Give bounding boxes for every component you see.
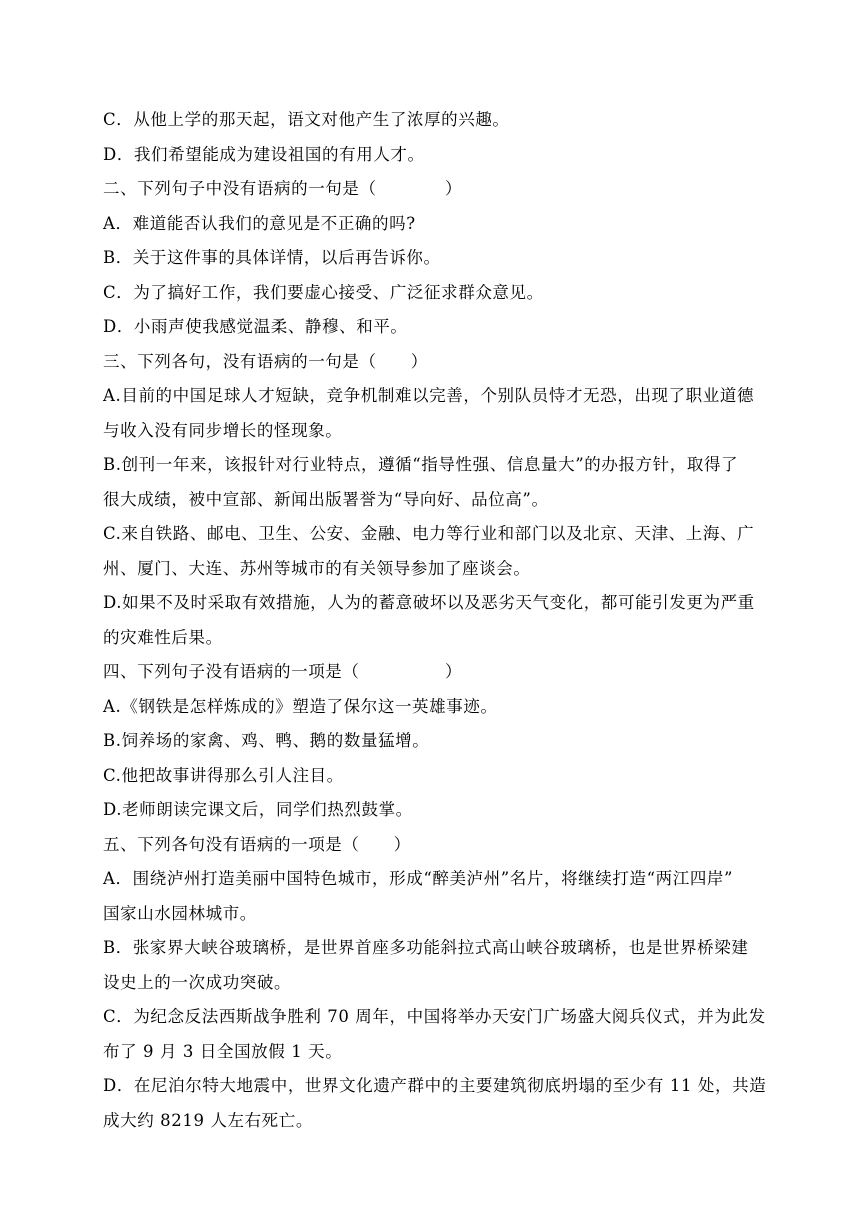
q3-option-b-line2: 很大成绩，被中宣部、新闻出版署誉为“导向好、品位高”。	[103, 489, 549, 509]
q3-option-a-line2: 与收入没有同步增长的怪现象。	[103, 420, 343, 440]
q3-option-b-line1: B.创刊一年来，该报针对行业特点，遵循“指导性强、信息量大”的办报方针，取得了	[103, 455, 739, 474]
q3-option-c-line1: C.来自铁路、邮电、卫生、公安、金融、电力等行业和部门以及北京、天津、上海、广	[103, 524, 755, 543]
q2-stem: 二、下列句子中没有语病的一句是（ ）	[103, 179, 463, 198]
q5-option-a-line1: A．围绕泸州打造美丽中国特色城市，形成“醉美泸州”名片，将继续打造“两江四岸”	[103, 869, 734, 888]
q2-option-d: D．小雨声使我感觉温柔、静穆、和平。	[103, 317, 408, 336]
q4-option-c: C.他把故事讲得那么引人注目。	[103, 765, 344, 785]
q4-option-a: A.《钢铁是怎样炼成的》塑造了保尔这一英雄事迹。	[103, 696, 498, 716]
q5-option-a-line2: 国家山水园林城市。	[103, 903, 257, 923]
q5-option-c-line1: C．为纪念反法西斯战争胜利 70 周年，中国将举办天安门广场盛大阅兵仪式，并为此发	[103, 1007, 766, 1026]
q3-option-c-line2: 州、厦门、大连、苏州等城市的有关领导参加了座谈会。	[103, 558, 531, 578]
document-body	[103, 103, 767, 1138]
q5-option-d-line2: 成大约 8219 人左右死亡。	[103, 1110, 313, 1130]
q5-option-b-line2: 设史上的一次成功突破。	[103, 972, 292, 992]
q5-option-c-line2: 布了 9 月 3 日全国放假 1 天。	[103, 1041, 343, 1061]
q5-option-b-line1: B．张家界大峡谷玻璃桥，是世界首座多功能斜拉式高山峡谷玻璃桥，也是世界桥梁建	[103, 938, 749, 957]
q3-option-d-line2: 的灾难性后果。	[103, 627, 223, 647]
q3-option-d-line1: D.如果不及时采取有效措施，人为的蓄意破坏以及恶劣天气变化，都可能引发更为严重	[103, 593, 755, 612]
q5-stem: 五、下列各句没有语病的一项是（ ）	[103, 834, 411, 854]
q3-option-a-line1: A.目前的中国足球人才短缺，竞争机制难以完善，个别队员恃才无恐，出现了职业道德	[103, 386, 755, 405]
q2-option-b: B．关于这件事的具体详情，以后再告诉你。	[103, 248, 441, 267]
q3-stem: 三、下列各句，没有语病的一句是（ ）	[103, 351, 428, 371]
q1-option-c: C．从他上学的那天起，语文对他产生了浓厚的兴趣。	[103, 110, 510, 129]
q4-option-d: D.老师朗读完课文后，同学们热烈鼓掌。	[103, 800, 413, 819]
q4-stem: 四、下列句子没有语病的一项是（ ）	[103, 662, 463, 681]
q2-option-c: C．为了搞好工作，我们要虚心接受、广泛征求群众意见。	[103, 282, 544, 302]
q2-option-a: A．难道能否认我们的意见是不正确的吗?	[103, 213, 416, 233]
q4-option-b: B.饲养场的家禽、鸡、鸭、鹅的数量猛增。	[103, 731, 430, 750]
q5-option-d-line1: D．在尼泊尔特大地震中，世界文化遗产群中的主要建筑彻底坍塌的至少有 11 处，共造	[103, 1076, 767, 1095]
q1-option-d: D．我们希望能成为建设祖国的有用人才。	[103, 144, 425, 164]
